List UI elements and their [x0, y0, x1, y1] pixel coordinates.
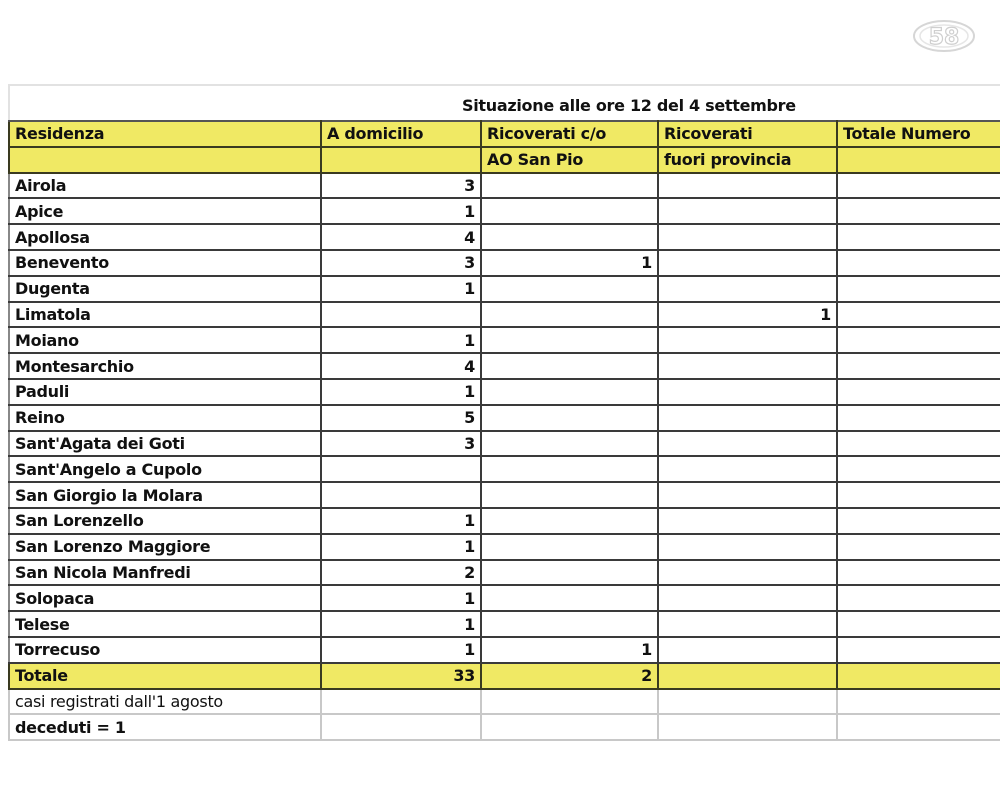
- residenza-cell[interactable]: San Lorenzo Maggiore: [9, 534, 321, 560]
- fuori-provincia-cell[interactable]: [658, 431, 837, 457]
- totale-cell[interactable]: [837, 508, 1000, 534]
- totale-cell[interactable]: [837, 250, 1000, 276]
- header2-cell[interactable]: [321, 147, 481, 173]
- san-pio-cell[interactable]: [481, 198, 658, 224]
- deceduti-note[interactable]: deceduti = 1: [9, 714, 321, 740]
- table-row: [9, 327, 1000, 353]
- domicilio-cell[interactable]: 1: [321, 198, 481, 224]
- header-ricoverati-co[interactable]: Ricoverati c/o: [481, 121, 658, 147]
- logo-text: 58: [928, 25, 960, 50]
- empty-cell[interactable]: [321, 714, 481, 740]
- totale-san-pio-cell[interactable]: 2: [481, 663, 658, 689]
- residenza-cell[interactable]: Limatola: [9, 302, 321, 328]
- fuori-provincia-cell[interactable]: [658, 482, 837, 508]
- san-pio-cell[interactable]: 1: [481, 637, 658, 663]
- table-row: [9, 353, 1000, 379]
- residenza-cell[interactable]: Solopaca: [9, 585, 321, 611]
- domicilio-cell[interactable]: 1: [321, 534, 481, 560]
- domicilio-cell[interactable]: 1: [321, 508, 481, 534]
- fuori-provincia-cell[interactable]: [658, 637, 837, 663]
- note-row: [9, 689, 1000, 715]
- domicilio-cell[interactable]: 5: [321, 405, 481, 431]
- residenza-cell[interactable]: Paduli: [9, 379, 321, 405]
- totale-cell[interactable]: [837, 353, 1000, 379]
- header-residenza[interactable]: Residenza: [9, 121, 321, 147]
- totale-domicilio-cell[interactable]: 33: [321, 663, 481, 689]
- header-ricoverati[interactable]: Ricoverati: [658, 121, 837, 147]
- table-row: [9, 508, 1000, 534]
- fuori-provincia-cell[interactable]: [658, 250, 837, 276]
- san-pio-cell[interactable]: 1: [481, 250, 658, 276]
- totale-cell[interactable]: [837, 585, 1000, 611]
- header2-cell[interactable]: [837, 147, 1000, 173]
- header-fuori-provincia[interactable]: fuori provincia: [658, 147, 837, 173]
- residenza-cell[interactable]: San Lorenzello: [9, 508, 321, 534]
- spreadsheet: [8, 84, 1000, 741]
- domicilio-cell[interactable]: 3: [321, 250, 481, 276]
- san-pio-cell[interactable]: [481, 534, 658, 560]
- domicilio-cell[interactable]: 1: [321, 276, 481, 302]
- san-pio-cell[interactable]: [481, 302, 658, 328]
- empty-cell[interactable]: [658, 714, 837, 740]
- san-pio-cell[interactable]: [481, 405, 658, 431]
- totale-cell[interactable]: [837, 276, 1000, 302]
- fuori-provincia-cell[interactable]: [658, 560, 837, 586]
- table-row: [9, 560, 1000, 586]
- totale-cell[interactable]: [837, 405, 1000, 431]
- totale-cell[interactable]: [837, 560, 1000, 586]
- san-pio-cell[interactable]: [481, 508, 658, 534]
- table-row: [9, 431, 1000, 457]
- residenza-cell[interactable]: Benevento: [9, 250, 321, 276]
- table-row: [9, 250, 1000, 276]
- empty-cell[interactable]: [481, 714, 658, 740]
- san-pio-cell[interactable]: [481, 224, 658, 250]
- fuori-provincia-cell[interactable]: [658, 585, 837, 611]
- domicilio-cell[interactable]: 4: [321, 353, 481, 379]
- domicilio-cell[interactable]: 1: [321, 379, 481, 405]
- fuori-provincia-cell[interactable]: [658, 276, 837, 302]
- header-totale-numero[interactable]: Totale Numero: [837, 121, 1000, 147]
- header2-cell[interactable]: [9, 147, 321, 173]
- table-row: [9, 456, 1000, 482]
- totale-cell[interactable]: [837, 534, 1000, 560]
- totale-cell[interactable]: [837, 198, 1000, 224]
- san-pio-cell[interactable]: [481, 431, 658, 457]
- san-pio-cell[interactable]: [481, 456, 658, 482]
- empty-cell[interactable]: [481, 689, 658, 715]
- domicilio-cell[interactable]: 3: [321, 431, 481, 457]
- totale-fuori-provincia-cell[interactable]: [658, 663, 837, 689]
- domicilio-cell[interactable]: 2: [321, 560, 481, 586]
- domicilio-cell[interactable]: 1: [321, 327, 481, 353]
- fuori-provincia-cell[interactable]: [658, 327, 837, 353]
- totale-cell[interactable]: [837, 327, 1000, 353]
- domicilio-cell[interactable]: [321, 302, 481, 328]
- totale-cell[interactable]: [837, 302, 1000, 328]
- totale-cell[interactable]: [837, 224, 1000, 250]
- empty-cell[interactable]: [837, 689, 1000, 715]
- domicilio-cell[interactable]: 1: [321, 637, 481, 663]
- domicilio-cell[interactable]: [321, 456, 481, 482]
- table-row: [9, 585, 1000, 611]
- san-pio-cell[interactable]: [481, 611, 658, 637]
- title-row: [8, 84, 1000, 120]
- totale-cell[interactable]: [837, 173, 1000, 199]
- residenza-cell[interactable]: Torrecuso: [9, 637, 321, 663]
- residenza-cell[interactable]: San Giorgio la Molara: [9, 482, 321, 508]
- table-row: [9, 302, 1000, 328]
- san-pio-cell[interactable]: [481, 327, 658, 353]
- san-pio-cell[interactable]: [481, 276, 658, 302]
- header-row-1: [9, 121, 1000, 147]
- residenza-cell[interactable]: Airola: [9, 173, 321, 199]
- table-row: [9, 173, 1000, 199]
- table-row: [9, 276, 1000, 302]
- san-pio-cell[interactable]: [481, 353, 658, 379]
- residenza-cell[interactable]: Moiano: [9, 327, 321, 353]
- table-row: [9, 224, 1000, 250]
- empty-cell[interactable]: [837, 714, 1000, 740]
- header-row-2: [9, 147, 1000, 173]
- cases-table: [8, 120, 1000, 741]
- fuori-provincia-cell[interactable]: [658, 198, 837, 224]
- fuori-provincia-cell[interactable]: [658, 611, 837, 637]
- header-a-domicilio[interactable]: A domicilio: [321, 121, 481, 147]
- note-row: [9, 714, 1000, 740]
- domicilio-cell[interactable]: 3: [321, 173, 481, 199]
- table-row: [9, 198, 1000, 224]
- fuori-provincia-cell[interactable]: [658, 379, 837, 405]
- table-row: [9, 482, 1000, 508]
- sheet-title: Situazione alle ore 12 del 4 settembre: [462, 96, 796, 115]
- table-row: [9, 611, 1000, 637]
- san-pio-cell[interactable]: [481, 585, 658, 611]
- fuori-provincia-cell[interactable]: [658, 173, 837, 199]
- san-pio-cell[interactable]: [481, 560, 658, 586]
- channel-58-logo-icon: [910, 16, 978, 56]
- san-pio-cell[interactable]: [481, 482, 658, 508]
- san-pio-cell[interactable]: [481, 173, 658, 199]
- domicilio-cell[interactable]: [321, 482, 481, 508]
- fuori-provincia-cell[interactable]: [658, 534, 837, 560]
- residenza-cell[interactable]: Dugenta: [9, 276, 321, 302]
- empty-cell[interactable]: [321, 689, 481, 715]
- totale-cell[interactable]: [837, 482, 1000, 508]
- header-ao-san-pio[interactable]: AO San Pio: [481, 147, 658, 173]
- fuori-provincia-cell[interactable]: [658, 353, 837, 379]
- residenza-cell[interactable]: Apollosa: [9, 224, 321, 250]
- domicilio-cell[interactable]: 1: [321, 585, 481, 611]
- domicilio-cell[interactable]: 1: [321, 611, 481, 637]
- domicilio-cell[interactable]: 4: [321, 224, 481, 250]
- fuori-provincia-cell[interactable]: [658, 405, 837, 431]
- fuori-provincia-cell[interactable]: [658, 224, 837, 250]
- residenza-cell[interactable]: Sant'Agata dei Goti: [9, 431, 321, 457]
- residenza-cell[interactable]: Montesarchio: [9, 353, 321, 379]
- fuori-provincia-cell[interactable]: [658, 456, 837, 482]
- totale-cell[interactable]: [837, 431, 1000, 457]
- table-row: [9, 637, 1000, 663]
- table-row: [9, 534, 1000, 560]
- empty-cell[interactable]: [658, 689, 837, 715]
- san-pio-cell[interactable]: [481, 379, 658, 405]
- totale-cell[interactable]: [837, 379, 1000, 405]
- residenza-cell[interactable]: Sant'Angelo a Cupolo: [9, 456, 321, 482]
- table-row: [9, 379, 1000, 405]
- casi-registrati-note[interactable]: casi registrati dall'1 agosto: [9, 689, 321, 715]
- totale-cell[interactable]: [837, 456, 1000, 482]
- residenza-cell[interactable]: Reino: [9, 405, 321, 431]
- totale-row: [9, 663, 1000, 689]
- table-row: [9, 405, 1000, 431]
- residenza-cell[interactable]: Apice: [9, 198, 321, 224]
- residenza-cell[interactable]: San Nicola Manfredi: [9, 560, 321, 586]
- totale-totale-cell[interactable]: [837, 663, 1000, 689]
- totale-label[interactable]: Totale: [9, 663, 321, 689]
- fuori-provincia-cell[interactable]: [658, 508, 837, 534]
- residenza-cell[interactable]: Telese: [9, 611, 321, 637]
- fuori-provincia-cell[interactable]: 1: [658, 302, 837, 328]
- totale-cell[interactable]: [837, 637, 1000, 663]
- totale-cell[interactable]: [837, 611, 1000, 637]
